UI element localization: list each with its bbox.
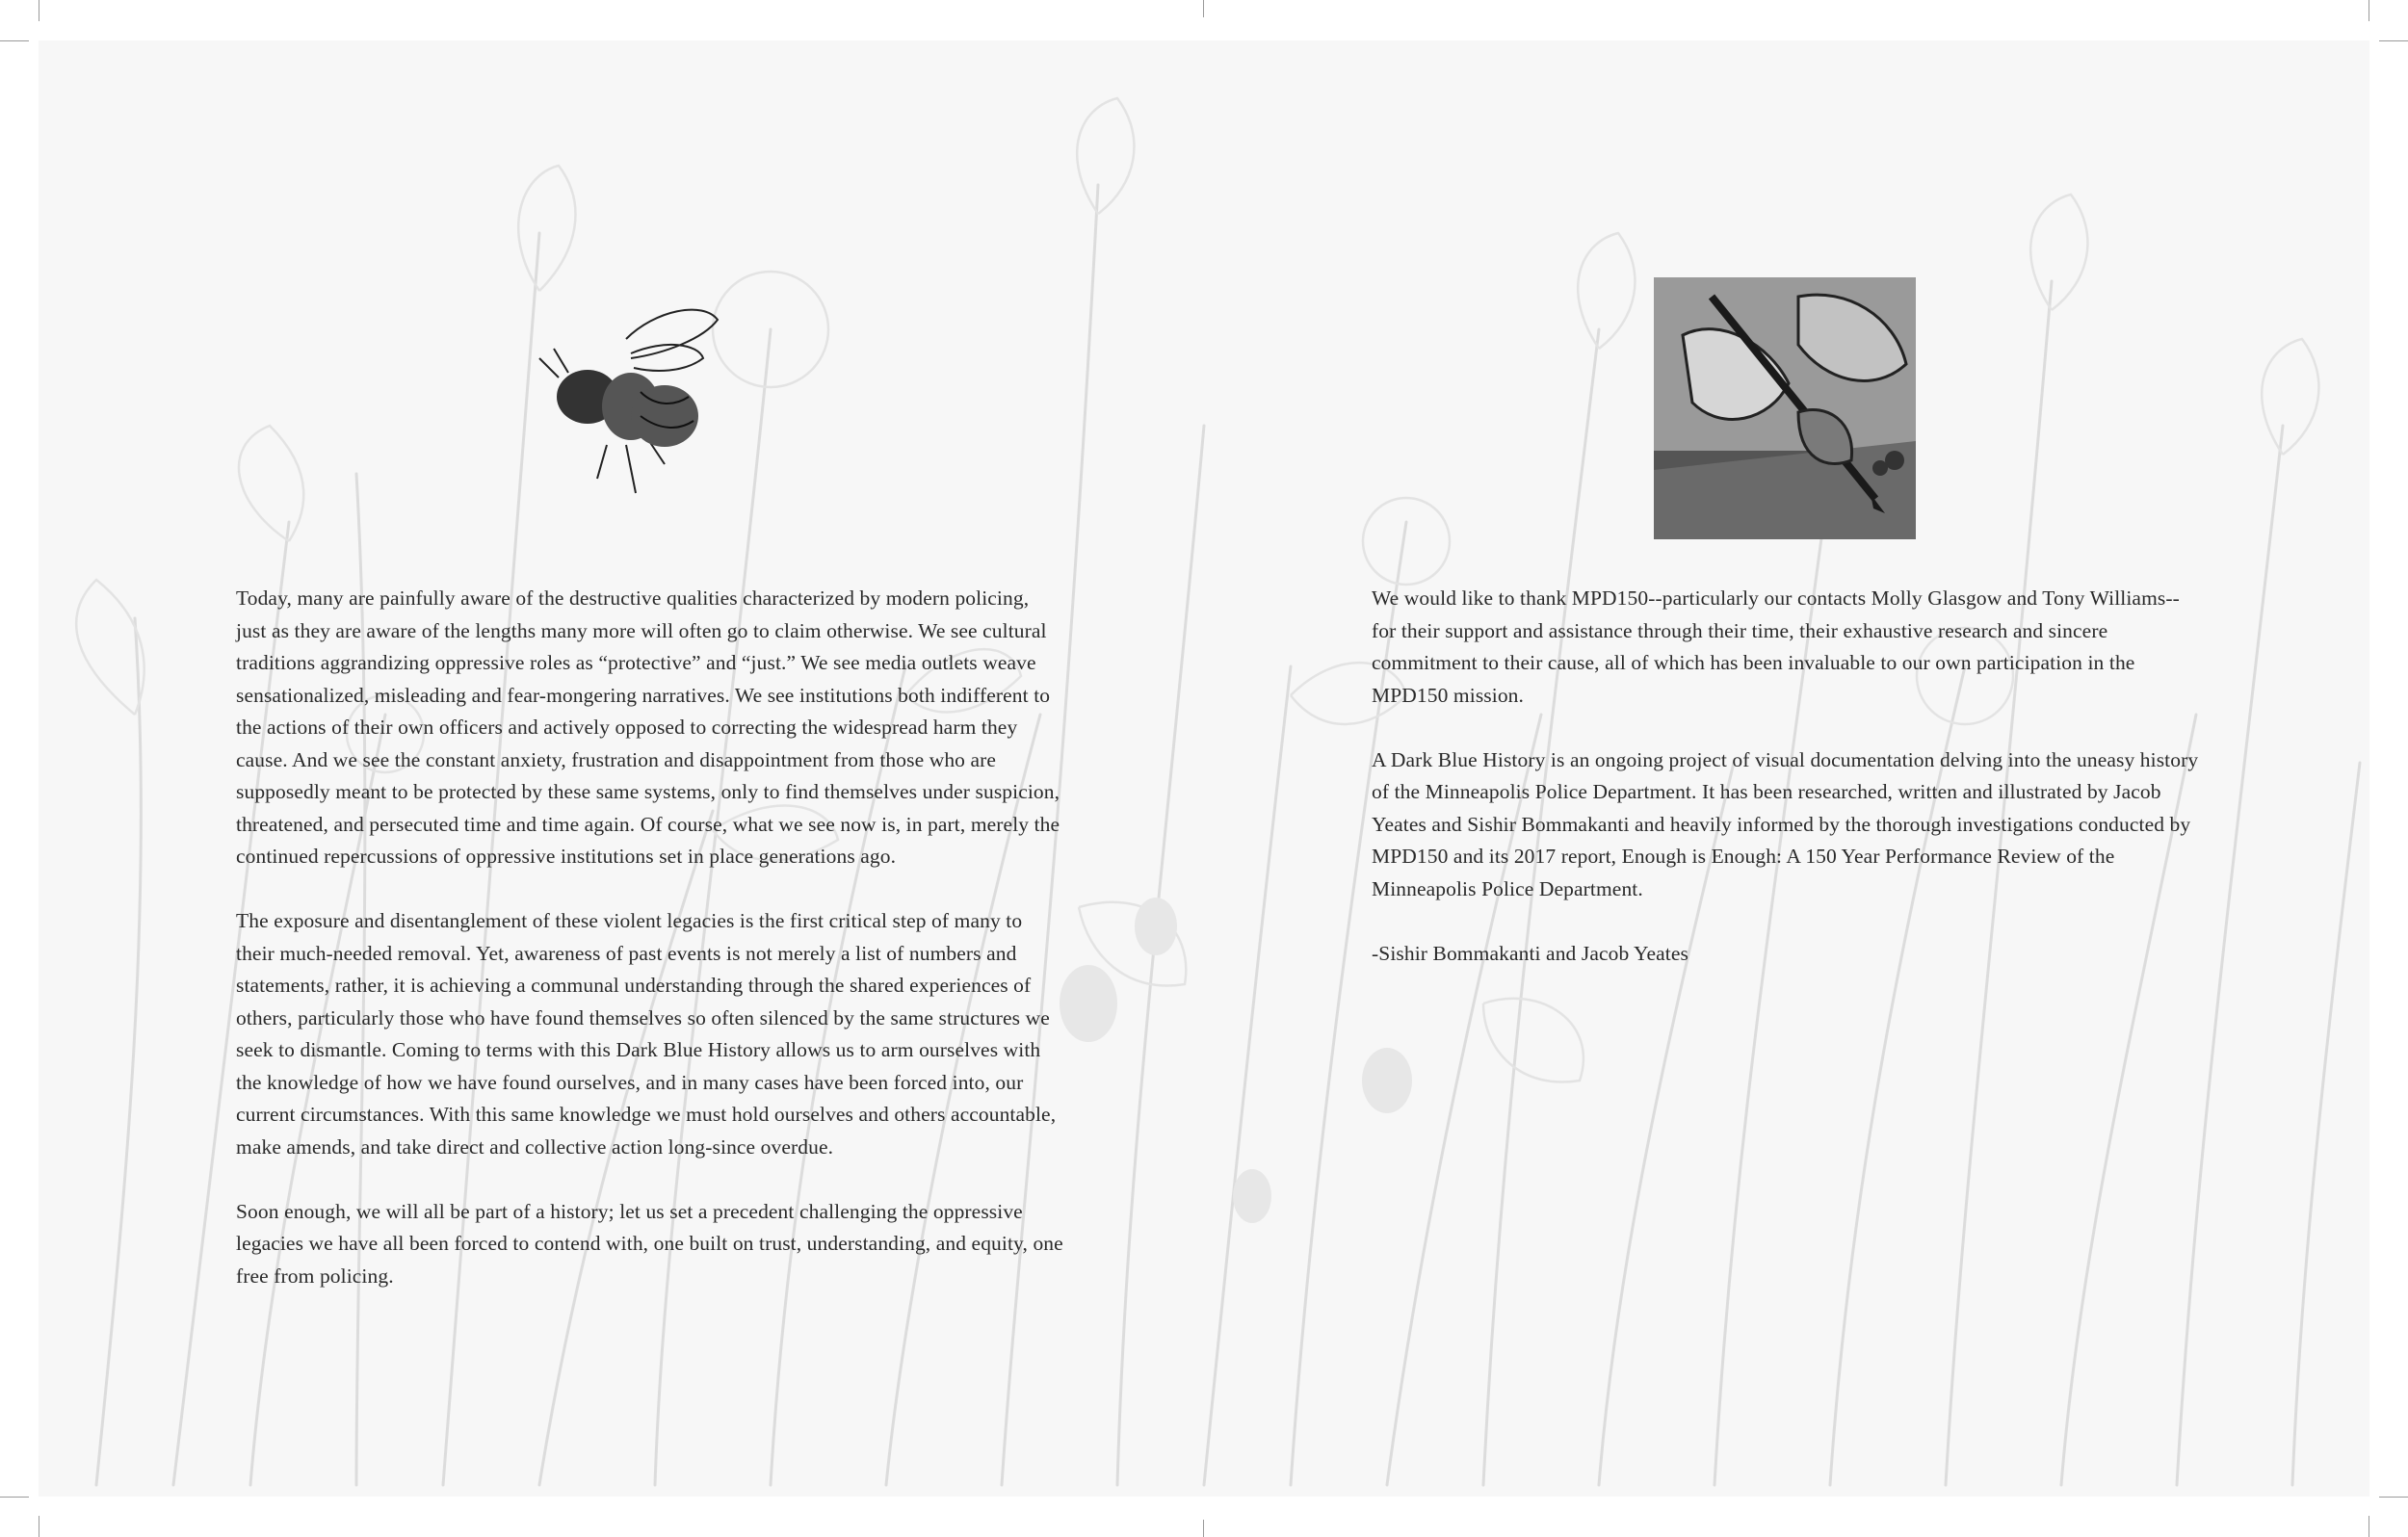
crop-mark [1203,0,1204,17]
bee-illustration [520,300,732,503]
crop-mark [2379,1497,2408,1498]
left-paragraph-3: Soon enough, we will all be part of a history; let us set a precedent challenging the oppressive legacies we have all been forced to contend with, one built on trust, understanding, and equity, one free from policing. [236,1199,1063,1288]
right-page-text [1372,583,2200,1003]
hand-drawing-illustration [1654,277,1916,539]
left-page-text [236,583,1064,1325]
left-paragraph-1: Today, many are painfully aware of the destructive qualities characterized by modern policing, just as they are aware of the lengths many more will often go to claim otherwise. We see cultural traditions aggrandizing oppressive roles as “protective” and “just.” We see media outlets weave sensationalized, misleading and fear-mongering narratives. We see institutions both indifferent to the actions of their own officers and actively opposed to correcting the widespread harm they cause. And we see the constant anxiety, frustration and disappointment from those who are supposedly meant to be protected by these same systems, only to find themselves under suspicion, threatened, and persecuted time and time again. Of course, what we see now is, in part, merely the continued repercussions of oppressive institutions set in place generations ago. [236,586,1060,868]
bee-icon [520,300,732,503]
left-paragraph-2: The exposure and disentanglement of these violent legacies is the first critical step of many to their much-needed removal. Yet, awareness of past events is not merely a list of numbers and statements, rather, it is achieving a communal understanding through the shared experiences of others, particularly those who have found themselves so often silenced by the same structures we seek to dismantle. Coming to terms with this Dark Blue History allows us to arm ourselves with the knowledge of how we have found ourselves, and in many cases have been forced into, our current circumstances. With this same knowledge we must hold ourselves and others accountable, make amends, and take direct and collective action long-since overdue. [236,909,1057,1159]
crop-mark [0,40,29,41]
right-paragraph-2: A Dark Blue History is an ongoing project of visual documentation delving into the uneasy history of the Minneapolis Police Department. It has been researched, written and illustrated by Jacob Yeates and Sishir Bommakanti and heavily informed by the thorough investigations conducted by MPD150 and its 2017 report, Enough is Enough: A 150 Year Performance Review of the Minneapolis Police Department. [1372,747,2199,900]
signature: -Sishir Bommakanti and Jacob Yeates [1372,941,1688,965]
right-paragraph-1: We would like to thank MPD150--particularly our contacts Molly Glasgow and Tony Williams--for their support and assistance through their time, their exhaustive research and sincere commitment to their cause, all of which has been invaluable to our own participation in the MPD150 mission. [1372,586,2180,707]
crop-mark [2379,40,2408,41]
crop-mark [0,1497,29,1498]
hand-with-pen-icon [1654,277,1916,539]
crop-mark [1203,1520,1204,1537]
